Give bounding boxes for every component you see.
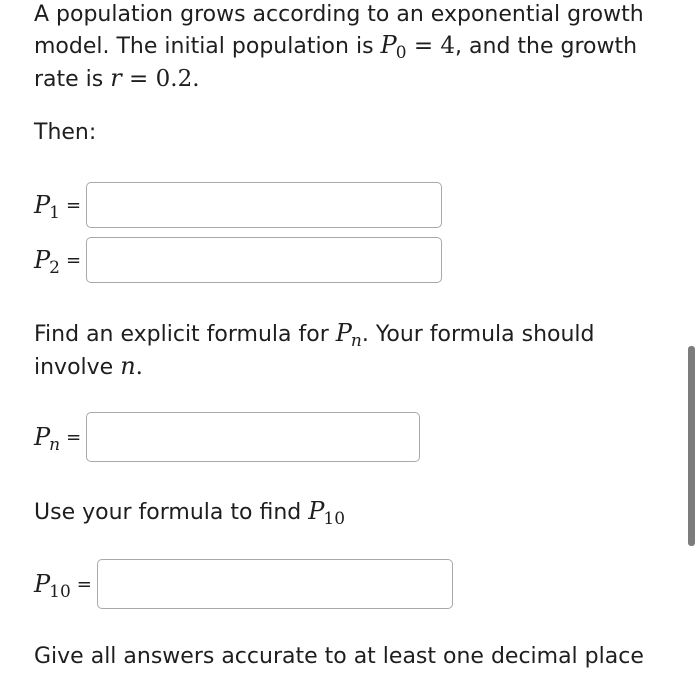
problem-line-2-prefix: model. The initial population is <box>34 34 381 59</box>
problem-line-3-suffix: . <box>192 66 200 92</box>
n-symbol: n <box>120 352 136 380</box>
p0-value: = 4 <box>406 33 456 59</box>
problem-line-2-suffix: , and the growth <box>455 34 638 59</box>
pn-equals: = <box>66 426 82 448</box>
formula-prompt-line-1 <box>34 318 654 351</box>
then-label: Then: <box>34 120 97 145</box>
problem-line-1: A population grows according to an exponential growth <box>34 2 644 27</box>
p10-label <box>34 570 71 602</box>
formula-prompt-suffix: . Your formula should <box>361 322 595 347</box>
p2-equals: = <box>65 249 82 271</box>
pn-formula-input[interactable] <box>86 412 420 462</box>
find-prompt-prefix: Use your formula to find <box>34 500 309 525</box>
p2-row <box>34 237 442 283</box>
p2-subscript: 2 <box>49 258 60 278</box>
pn-label <box>34 423 61 455</box>
formula-prompt-line-2 <box>34 351 654 383</box>
p10-answer-input[interactable] <box>97 559 453 609</box>
r-symbol: r <box>110 64 122 92</box>
problem-line-2 <box>34 30 654 63</box>
p1-symbol: P <box>34 191 51 219</box>
problem-statement <box>34 0 654 95</box>
pn-subscript: n <box>49 435 61 455</box>
p2-label <box>34 246 60 278</box>
p10-subscript: 10 <box>49 582 71 602</box>
find-prompt <box>34 496 654 529</box>
p1-equals: = <box>65 194 82 216</box>
p2-answer-input[interactable] <box>86 237 442 283</box>
pn-prompt-subscript: n <box>350 331 362 351</box>
p1-answer-input[interactable] <box>86 182 442 228</box>
p10-row <box>34 559 453 609</box>
pn-symbol: P <box>34 423 51 451</box>
problem-line-3-prefix: rate is <box>34 67 111 92</box>
p10-equals: = <box>76 573 92 595</box>
vertical-scrollbar[interactable] <box>688 346 695 546</box>
p10-prompt-subscript: 10 <box>323 509 346 529</box>
formula-prompt-line-2-prefix: involve <box>34 355 121 380</box>
accuracy-note: Give all answers accurate to at least one decimal place <box>34 644 644 669</box>
pn-row <box>34 412 420 462</box>
formula-prompt-prefix: Find an explicit formula for <box>34 322 336 347</box>
r-value: = 0.2 <box>121 66 193 92</box>
p2-symbol: P <box>34 246 51 274</box>
formula-prompt <box>34 318 654 383</box>
p10-prompt-symbol: P <box>308 497 325 525</box>
p0-subscript: 0 <box>395 43 407 63</box>
pn-prompt-symbol: P <box>335 319 352 347</box>
p1-row <box>34 182 442 228</box>
p1-label <box>34 191 60 223</box>
p1-subscript: 1 <box>49 203 60 223</box>
p0-symbol: P <box>380 31 397 59</box>
p10-symbol: P <box>34 570 51 598</box>
problem-line-3 <box>34 63 654 95</box>
formula-prompt-line-2-suffix: . <box>135 354 143 380</box>
